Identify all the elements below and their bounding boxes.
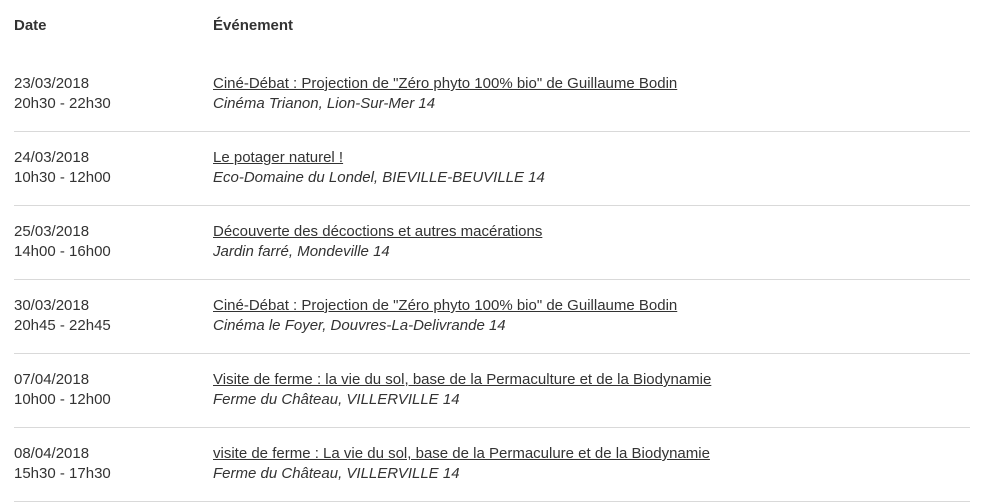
event-detail-cell bbox=[213, 370, 970, 410]
table-row bbox=[14, 132, 970, 206]
column-header-date: Date bbox=[14, 17, 47, 34]
events-table bbox=[14, 14, 970, 502]
event-date-cell bbox=[14, 296, 213, 336]
event-venue: Eco-Domaine du Londel, BIEVILLE-BEUVILLE 14 bbox=[213, 169, 545, 186]
table-row bbox=[14, 428, 970, 502]
event-venue: Ferme du Château, VILLERVILLE 14 bbox=[213, 465, 460, 482]
event-time-range: 20h45 - 22h45 bbox=[14, 317, 111, 334]
event-title-link[interactable]: Visite de ferme : la vie du sol, base de la Permaculture et de la Biodynamie bbox=[213, 371, 712, 388]
event-detail-cell bbox=[213, 148, 970, 188]
event-date-cell bbox=[14, 222, 213, 262]
event-venue: Cinéma le Foyer, Douvres-La-Delivrande 14 bbox=[213, 317, 506, 334]
event-venue: Jardin farré, Mondeville 14 bbox=[213, 243, 390, 260]
column-header-event: Événement bbox=[213, 17, 294, 34]
table-row bbox=[14, 354, 970, 428]
event-time-range: 10h00 - 12h00 bbox=[14, 391, 111, 408]
event-detail-cell bbox=[213, 296, 970, 336]
event-date: 23/03/2018 bbox=[14, 75, 90, 92]
event-date-cell bbox=[14, 74, 213, 114]
event-date: 24/03/2018 bbox=[14, 149, 90, 166]
event-date: 07/04/2018 bbox=[14, 371, 90, 388]
event-title-link[interactable]: Le potager naturel ! bbox=[213, 149, 344, 166]
event-table-body bbox=[14, 58, 970, 502]
event-detail-cell bbox=[213, 222, 970, 262]
event-date: 08/04/2018 bbox=[14, 445, 90, 462]
event-date: 25/03/2018 bbox=[14, 223, 90, 240]
event-date-cell bbox=[14, 148, 213, 188]
event-time-range: 14h00 - 16h00 bbox=[14, 243, 111, 260]
event-detail-cell bbox=[213, 74, 970, 114]
event-title-link[interactable]: visite de ferme : La vie du sol, base de la Permaculure et de la Biodynamie bbox=[213, 445, 710, 462]
table-row bbox=[14, 280, 970, 354]
table-header-row bbox=[14, 14, 970, 58]
event-time-range: 15h30 - 17h30 bbox=[14, 465, 111, 482]
event-venue: Cinéma Trianon, Lion-Sur-Mer 14 bbox=[213, 95, 436, 112]
event-date: 30/03/2018 bbox=[14, 297, 90, 314]
event-date-cell bbox=[14, 444, 213, 484]
table-row bbox=[14, 206, 970, 280]
event-detail-cell bbox=[213, 444, 970, 484]
event-date-cell bbox=[14, 370, 213, 410]
event-time-range: 20h30 - 22h30 bbox=[14, 95, 111, 112]
table-row bbox=[14, 58, 970, 132]
event-venue: Ferme du Château, VILLERVILLE 14 bbox=[213, 391, 460, 408]
event-time-range: 10h30 - 12h00 bbox=[14, 169, 111, 186]
event-title-link[interactable]: Ciné-Débat : Projection de "Zéro phyto 100% bio" de Guillaume Bodin bbox=[213, 75, 678, 92]
event-title-link[interactable]: Ciné-Débat : Projection de "Zéro phyto 100% bio" de Guillaume Bodin bbox=[213, 297, 678, 314]
event-title-link[interactable]: Découverte des décoctions et autres macérations bbox=[213, 223, 543, 240]
